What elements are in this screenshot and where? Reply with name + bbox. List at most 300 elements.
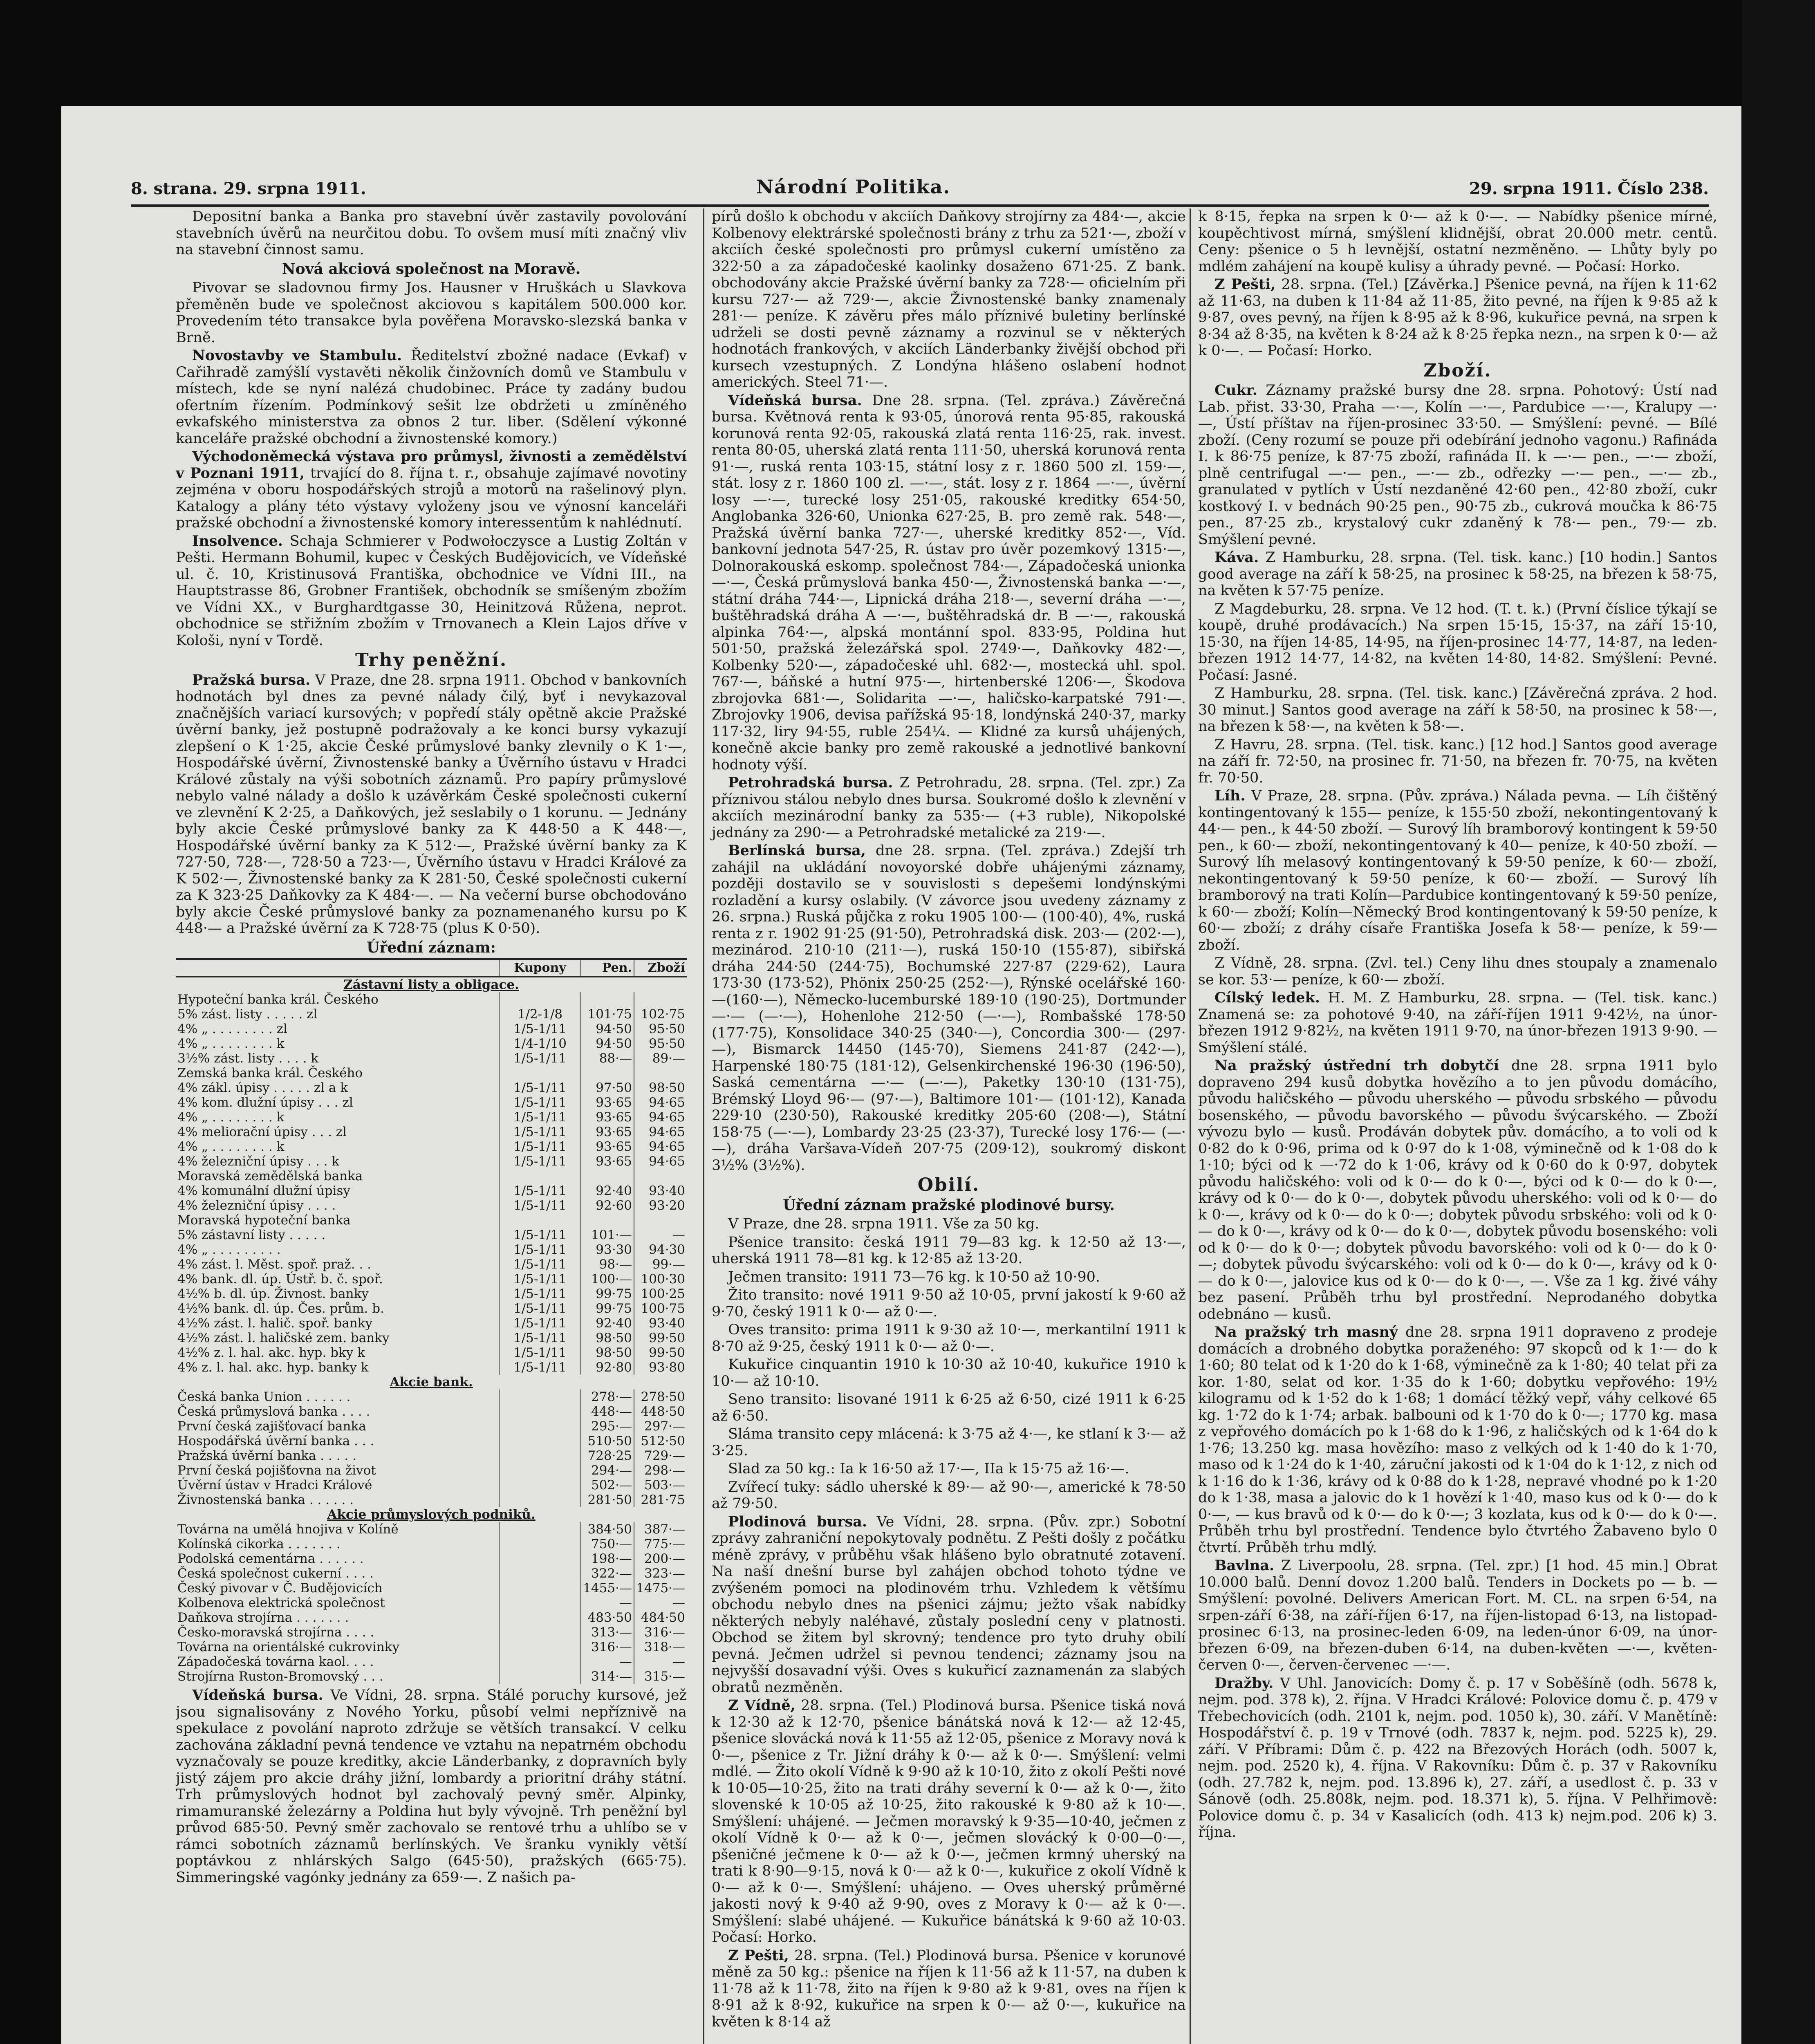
ask-cell: 318·—: [634, 1640, 687, 1654]
article-lead: Cukr.: [1214, 382, 1257, 399]
coupon-cell: [499, 1625, 581, 1640]
security-name: 4½% zást. l. halič. spoř. banky: [177, 1316, 373, 1331]
bid-cell: 99·75: [581, 1286, 634, 1301]
security-name: 4% meliorační úpisy . . . zl: [177, 1125, 347, 1139]
coupon-cell: [499, 1448, 581, 1463]
coupon-cell: [499, 1213, 581, 1228]
table-row: [176, 992, 687, 1007]
article-lead: Novostavby ve Stambulu.: [192, 347, 402, 364]
coupon-cell: [499, 1434, 581, 1448]
ask-cell: 316·—: [634, 1625, 687, 1640]
article-text: Z Liverpoolu, 28. srpna. (Tel. zpr.) [1 hod. 45 min.] Obrat 10.000 balů. Denní dovoz 1.200 balů. Tenders in Dockets po — b. — Smýšlení: povolné. Delivers American Fort. M. CL. na srpen 6·54, na srpen-září 6·38, na září-říjen 6·17, na říjen-listopad 6·13, na listopad-prosinec 6·13, na prosinec-leden 6·09, na leden-únor 6·09, na únor-březen 6·09, na březen-duben 6·14, na duben-květen —·—, květen-červen 0·—, červen-červenec —·—.: [1198, 1558, 1717, 1673]
coupon-cell: [499, 1640, 581, 1654]
security-name: Daňkova strojírna . . . . . . .: [177, 1610, 349, 1625]
security-name: 5% zást. listy . . . . . zl: [177, 1007, 318, 1022]
ask-cell: 100·25: [634, 1286, 687, 1301]
bid-cell: 93·65: [581, 1110, 634, 1125]
security-name: Hospodářská úvěrní banka . . .: [177, 1434, 374, 1448]
ask-cell: 95·50: [634, 1036, 687, 1051]
article-paragraph: [712, 1697, 1186, 1946]
ask-cell: 278·50: [634, 1390, 687, 1404]
bid-cell: 316·—: [581, 1640, 634, 1654]
col-header-ask: Zboží: [634, 959, 687, 977]
table-row: [176, 1169, 687, 1183]
bid-cell: 98·50: [581, 1345, 634, 1360]
table-section-title: Zástavní listy a obligace.: [343, 977, 519, 992]
table-row: [176, 1051, 687, 1066]
article-paragraph: [176, 347, 687, 447]
bid-cell: 94·50: [581, 1022, 634, 1036]
bid-cell: 502·—: [581, 1478, 634, 1493]
ask-cell: 387·—: [634, 1522, 687, 1537]
bid-cell: 314·—: [581, 1669, 634, 1684]
article-text: Ředitelství zbožné nadace (Evkaf) v Cařihradě zamýšlí vystavěti několik činžovních domů ve Stambulu v místech, kde se nyní nalézá chudobinec. Práce ty zadány budou ofertním řízením. Podmínkový sešit lze obdržeti u zmíněného evkafského ministerstva za obnos 2 tur. liber. (Sdělení výkonné kanceláře pražské obchodní a živnostenské komory.): [176, 347, 687, 447]
article-text: Ve Vídni, 28. srpna. Stálé poruchy kursové, jež jsou signalisovány z Nového Yorku, působí velmi nepříznivě na spekulace z povolání naproto zdržuje se větších transakcí. V celku zachována základní pevná tendence ve vztahu na nepatrném obchodu vyznačovaly se pouze kreditky, akcie Länderbanky, z dopravních byly jistý zájem pro akcie dráhy jižní, lombardy a prioritní dráhy státní. Trh průmyslových hodnot byl zachovalý pevný směr. Alpinky, rimamuranské železárny a Poldina hut byly vývojně. Trh peněžní byl průvod 685·50. Pevný směr zachovalo se rentové trhu a uhlíbo se v rámci sobotních záznamů berlínských. Ve šranku vynikly větší poptávkou z nhlárských Salgo (645·50), pražských (665·75). Simmeringské vagónky jednány za 659·—. Z našich pa-: [176, 1687, 687, 1886]
bid-cell: 93·65: [581, 1125, 634, 1139]
article-lead: Na pražský ústřední trh dobytčí: [1214, 1057, 1499, 1074]
security-name: 4½% bank. dl. úp. Čes. prům. b.: [177, 1301, 384, 1316]
security-name: 4% „ . . . . . . . . zl: [177, 1022, 287, 1036]
article-paragraph: Z Vídně, 28. srpna. (Zvl. tel.) Ceny lihu dnes stoupaly a znamenalo se kor. 53·— peníze, k 60·— zboží.: [1198, 955, 1717, 988]
ask-cell: 95·50: [634, 1022, 687, 1036]
article-paragraph: Oves transito: prima 1911 k 9·30 až 10·—, merkantilní 1911 k 8·70 až 9·25, český 1911 k 0·— až 0·—.: [712, 1322, 1186, 1355]
ask-cell: 98·50: [634, 1080, 687, 1095]
coupon-cell: 1/5-1/11: [499, 1242, 581, 1257]
coupon-cell: 1/2-1/8: [499, 1007, 581, 1022]
ask-cell: 93·40: [634, 1183, 687, 1198]
ask-cell: —: [634, 1596, 687, 1610]
security-name: 4% „ . . . . . . . . k: [177, 1036, 285, 1051]
security-name: Pražská úvěrní banka . . . . .: [177, 1448, 356, 1463]
bid-cell: 92·40: [581, 1183, 634, 1198]
table-row: [176, 1154, 687, 1169]
exchange-table: [176, 958, 687, 1684]
table-row: [176, 1080, 687, 1095]
bid-cell: 510·50: [581, 1434, 634, 1448]
ask-cell: 99·50: [634, 1331, 687, 1345]
bid-cell: 278·—: [581, 1390, 634, 1404]
table-section-row: [176, 1375, 687, 1390]
coupon-cell: 1/5-1/11: [499, 1360, 581, 1375]
article-paragraph: Pšenice transito: česká 1911 79—83 kg. k 12·50 až 13·—, uherská 1911 78—81 kg. k 12·85 až 13·20.: [712, 1234, 1186, 1267]
coupon-cell: [499, 1537, 581, 1551]
security-name: 4% kom. dlužní úpisy . . . zl: [177, 1095, 353, 1110]
article-paragraph: [176, 533, 687, 649]
security-name: 4% komunální dlužní úpisy: [177, 1183, 350, 1198]
security-name: Česká banka Union . . . . . .: [177, 1390, 351, 1404]
coupon-cell: [499, 1581, 581, 1596]
bid-cell: 448·—: [581, 1404, 634, 1419]
column-3: [1190, 208, 1717, 2044]
coupon-cell: 1/5-1/11: [499, 1139, 581, 1154]
col-header-name: [176, 959, 499, 977]
table-body: [176, 977, 687, 1684]
bid-cell: 281·50: [581, 1493, 634, 1507]
coupon-cell: 1/5-1/11: [499, 1022, 581, 1036]
article-lead: Plodinová bursa.: [728, 1513, 867, 1530]
coupon-cell: 1/5-1/11: [499, 1183, 581, 1198]
coupon-cell: 1/5-1/11: [499, 1110, 581, 1125]
coupon-cell: 1/4-1/10: [499, 1036, 581, 1051]
security-name: Podolská cementárna . . . . . .: [177, 1551, 364, 1566]
coupon-cell: [499, 1404, 581, 1419]
bid-cell: 198·—: [581, 1551, 634, 1566]
bid-cell: 93·65: [581, 1154, 634, 1169]
table-row: [176, 1625, 687, 1640]
coupon-cell: [499, 1522, 581, 1537]
article-paragraph: Z Hamburku, 28. srpna. (Tel. tisk. kanc.) [Závěrečná zpráva. 2 hod. 30 minut.] Santos good average na září k 58·50, na prosinec k 58·—, na březen k 58·—, na květen k 58·—.: [1198, 685, 1717, 735]
ask-cell: 323·—: [634, 1566, 687, 1581]
article-text: 28. srpna. (Tel.) [Závěrka.] Pšenice pevná, na říjen k 11·62 až 11·63, na duben k 11·84 až 11·85, žito pevné, na říjen k 9·85 až k 9·87, oves pevný, na říjen k 8·95 až k 8·96, kukuřice pevná, na srpen k 8·34 až 8·35, na květen k 8·24 až k 8·25 řepka nezn., na srpen k 0·— až k 0·—. — Počasí: Horko.: [1198, 276, 1717, 359]
table-section-title: Akcie průmyslových podniků.: [327, 1507, 536, 1522]
bid-cell: 100·—: [581, 1272, 634, 1286]
table-row: [176, 1581, 687, 1596]
table-section-row: [176, 1507, 687, 1522]
security-name: Hypoteční banka král. Českého: [177, 992, 379, 1007]
table-row: [176, 1360, 687, 1375]
article-lead: Insolvence.: [192, 532, 283, 549]
section-heading-goods: Zboží.: [1423, 360, 1492, 381]
coupon-cell: [499, 1610, 581, 1625]
article-paragraph: Seno transito: lisované 1911 k 6·25 až 6·50, cizé 1911 k 6·25 až 6·50.: [712, 1391, 1186, 1424]
coupon-cell: [499, 1169, 581, 1183]
security-name: Zemská banka král. Českého: [177, 1066, 363, 1080]
col-header-bid: Pen.: [581, 959, 634, 977]
bid-cell: —: [581, 1596, 634, 1610]
col-header-coupons: Kupony: [499, 959, 581, 977]
scan-edge: [1741, 0, 1815, 2044]
coupon-cell: 1/5-1/11: [499, 1051, 581, 1066]
bid-cell: 98·—: [581, 1257, 634, 1272]
security-name: První česká pojišťovna na život: [177, 1463, 376, 1478]
table-row: [176, 1007, 687, 1022]
security-name: Česká průmyslová banka . . . .: [177, 1404, 370, 1419]
bid-cell: 92·40: [581, 1316, 634, 1331]
ask-cell: 94·30: [634, 1242, 687, 1257]
table-row: [176, 1390, 687, 1404]
article-paragraph: [176, 1687, 687, 1886]
table-row: [176, 1434, 687, 1448]
article-text: Dne 28. srpna. (Tel. zpráva.) Závěrečná bursa. Květnová renta k 93·05, únorová renta 95·85, rakouská korunová renta 92·05, rakouská zlatá renta 116·25, rak. invest. renta 80·05, uherská zlatá renta 111·50, uherská korunová renta 91·—, ruská renta 103·15, státní losy z r. 1860 500 zl. 159·—, stát. losy z r. 1860 100 zl. —·—, stát. losy z r. 1864 —·—, úvěrní losy —·—, turecké losy 251·05, rakouské kreditky 654·50, Anglobanka 326·60, Unionka 627·25, B. pro země rak. 548·—, Pražská úvěrní banka 727·—, uherské kreditky 852·—, Víd. bankovní jednota 547·25, R. ústav pro úvěr pozemkový 1315·—, Dolnorakouská eskomp. společnost 784·—, Západočeská unionka —·—, Česká průmyslová banka 450·—, Živnostenská banka —·—, státní dráha 744·—, Lipnická dráha 218·—, severní dráha —·—, buštěhradská dráha A —·—, buštěhradská dr. B —·—, rakouská alpinka 764·—, alpská montánní spol. 833·95, Poldina hut 501·50, pražská železářská spol. 2749·—, Daňkovky 482·—, Kolbenky 520·—, západočeské uhl. 682·—, mostecká uhl. spol. 767·—, báňské a hutní 975·—, hirtenberské 1206·—, Škodova zbrojovka 681·—, Solidarita —·—, haličsko-karpatské 791·—. Zbrojovky 1906, devisa pařížská 95·18, londýnská 240·37, marky 117·32, liry 94·55, ruble 254¼. — Klidné za kursů uhájených, konečně akcie banky pro země rakouské a jednotlivé bankovní hodnoty výší.: [712, 392, 1186, 773]
bid-cell: 92·60: [581, 1198, 634, 1213]
article-text: V Praze, dne 28. srpna 1911. Obchod v bankovních hodnotách byl dnes za pevné nálady čilý, byť i nevykazoval značnějších variací kursových; v popředí stály opětně akcie Pražské úvěrní banky, jež postupně podražovaly a ke konci bursy vykazují zlepšení o K 1·25, akcie České průmyslové banky zlevnily o K 1·—, Hospodářské úvěrní, Živnostenské banky a Úvěrního ústavu v Hradci Králové zůstaly na výši sobotních záznamů. Pro papíry průmyslové nebylo valné nálady a došlo k uzávěrkám České společnosti cukerní ve zlevnění K 2·25, a Daňkových, jež seslabily o 1 korunu. — Jednány byly akcie České průmyslové banky za K 448·50 a K 448·—, Hospodářské úvěrní banky za K 512·—, Pražské úvěrní banky za K 727·50, 728·—, 728·50 a 723·—, Úvěrního ústavu v Hradci Králové za K 502·—, Živnostenské banky za K 281·50, České společnosti cukerní za K 323·25 Daňkovky za K 484·—. — Na večerní burse obchodováno byly akcie České průmyslové banky za poznamenaného kursu po K 448·— a Pražské úvěrní za K 728·75 (plus K 0·50).: [176, 672, 687, 937]
table-header-row: [176, 959, 687, 977]
table-row: [176, 1139, 687, 1154]
coupon-cell: [499, 1596, 581, 1610]
table-row: [176, 1551, 687, 1566]
bid-cell: 88·—: [581, 1051, 634, 1066]
table-row: [176, 1463, 687, 1478]
ask-cell: 102·75: [634, 1007, 687, 1022]
table-row: [176, 1316, 687, 1331]
ask-cell: 315·—: [634, 1669, 687, 1684]
ask-cell: 298·—: [634, 1463, 687, 1478]
security-name: 4% zást. l. Měst. spoř. praž. . .: [177, 1257, 371, 1272]
article-text: dne 28. srpna 1911 dopraveno z prodeje domácích a drobného dobytka poraženého: 97 skopců od k 1·— do k 1·60; 80 telat od k 1·20 do k 1·68, výminečně za k 1·80; 40 telat při za kor. 1·80, selat od kor. 1·35 do k 1·60; dobytku vepřového: 19½ kilogramu od k 1·52 do k 1·68; 1 domácí těžký vepř, váhy celkové 65 kg. 1·72 do k 1·74; arbak. balbouni od k 1·70 do k 0·—; 1770 kg. masa z vepřového domácích po k 1·68 do k 1·96, z haličských od k 1·64 do k 1·76; 13.250 kg. masa hovězího: maso z velkých od k 1·40 do k 1·70, maso od k 1·24 do k 1·40, záruční jakosti od k 1·04 do k 1·12, z nich od k 1·16 do k 1·36, krávy od k 0·88 do k 1·28, nepravé vhodné po k 1·20 do k 1·38, masa a jalovic do k 1 hovězí k 1·40, maso kus od k 0·— do k 0·—, — kus bravů od k 0·— do k 0·—; 3 kozlata, kus od k 0·— do k 0·—. Průběh trhu byl prostřední. Tendence bylo čtvrtého Žabaveno bylo 0 čtvrtí. Průběh trhu mdlý.: [1198, 1324, 1717, 1556]
article-paragraph: [712, 1948, 1186, 2031]
bid-cell: —: [581, 1654, 634, 1669]
security-name: 5% zástavní listy . . . . .: [177, 1228, 326, 1242]
table-row: [176, 1522, 687, 1537]
ask-cell: [634, 992, 687, 1007]
table-row: [176, 1095, 687, 1110]
coupon-cell: 1/5-1/11: [499, 1125, 581, 1139]
article-paragraph: [712, 1514, 1186, 1696]
bid-cell: 1455·—: [581, 1581, 634, 1596]
coupon-cell: [499, 1654, 581, 1669]
table-row: [176, 1345, 687, 1360]
article-paragraph: Z Havru, 28. srpna. (Tel. tisk. kanc.) [12 hod.] Santos good average na září fr. 72·50, na prosinec fr. 71·50, na březen fr. 70·75, na květen fr. 70·50.: [1198, 736, 1717, 786]
coupon-cell: 1/5-1/11: [499, 1286, 581, 1301]
article-lead: Vídeňská bursa.: [192, 1687, 323, 1703]
article-text: trvající do 8. října t. r., obsahuje zajímavé novotiny zejména v oboru hospodářských strojů a motorů na rašelinový plyn. Katalogy a plány této výstavy vyloženy jsou ve výnosní kanceláři pražské obchodní a živnostenské komory interessentům k nahlédnutí.: [176, 465, 687, 531]
table-row: [176, 1493, 687, 1507]
security-name: 3½% zást. listy . . . . k: [177, 1051, 319, 1066]
ask-cell: 94·65: [634, 1110, 687, 1125]
coupon-cell: 1/5-1/11: [499, 1257, 581, 1272]
bid-cell: 295·—: [581, 1419, 634, 1434]
article-text: V Uhl. Janovicích: Domy č. p. 17 v Soběšíně (odh. 5678 k, nejm. pod. 378 k), 2. října. V Hradci Králové: Polovice domu č. p. 479 v Třebechovicích (odh. 2101 k, nejm. pod. 1050 k), 30. září. V Manětíně: Hospodářství č. p. 19 v Trnové (odh. 7837 k, nejm. pod. 5225 k), 29. září. V Příbrami: Dům č. p. 422 na Březových Horách (odh. 5007 k, nejm. pod. 2520 k), 4. října. V Rakovníku: Dům č. p. 37 v Rakovníku (odh. 27.782 k, nejm. pod. 13.896 k), 27. září, a usedlost č. p. 33 v Sánově (odh. 25.808k, nejm. pod. 18.371 k), 5. října. V Pelhřimově: Polovice domu č. p. 34 v Kasalicích (odh. 413 k) nejm.pod. 206 k) 3. října.: [1198, 1675, 1717, 1840]
bid-cell: 294·—: [581, 1463, 634, 1478]
ask-cell: 93·40: [634, 1316, 687, 1331]
ask-cell: 512·50: [634, 1434, 687, 1448]
column-1: [176, 208, 687, 2044]
bid-cell: 93·65: [581, 1095, 634, 1110]
issue-number: 29. srpna 1911. Číslo 238.: [1469, 179, 1709, 198]
article-text: Záznamy pražské bursy dne 28. srpna. Pohotový: Ústí nad Lab. přist. 33·30, Praha —·—, Kolín —·—, Pardubice —·—, Kralupy —·—, Ústí příštav na říjen-prosinec 33·50. — Smýšlení: pevné. — Bílé zboží. (Ceny rozumí se pouze při odebírání jednoho vagonu.) Rafináda I. k 86·75 peníze, k 87·75 zboží, rafináda II. k —·— pen., —·— zboží, plně centrifugal —·— pen., —·— zb., odřezky —·— pen., —·— zb., granulated v pytlích v Ústí nezdaněné 42·60 pen., 42·80 zboží, cukr kostkový I. v bednách 90·25 pen., 90·75 zb., cukrová moučka k 86·75 pen., 87·25 zb., krystalový cukr zdaněný k 78·— pen., 79·— zb. Smýšlení pevné.: [1198, 382, 1717, 548]
table-row: [176, 1419, 687, 1434]
article-text: H. M. Z Hamburku, 28. srpna. — (Tel. tisk. kanc.) Znamená se: za pohotové 9·40, na září-říjen 1911 9·42½, na únor-březen 1912 9·82½, na květen 1911 9·70, na únor-březen 1913 9·90. — Smýšlení stálé.: [1198, 990, 1717, 1056]
article-lead: Cílský ledek.: [1214, 989, 1320, 1006]
ask-cell: 99·—: [634, 1257, 687, 1272]
article-paragraph: pírů došlo k obchodu v akciích Daňkovy strojírny za 484·—, akcie Kolbenovy elektrárské společnosti brány z trhu za 521·—, zboží v akciích české společnosti pro průmysl cukerní umístěno za 322·50 a za západočeské kaolinky dosaženo 671·25. Z bank. obchodovány akcie Pražské úvěrní banky za 728·— oficielním při kursu 727·— až 729·—, akcie Živnostenské banky znamenaly 281·— peníze. K závěru přes málo příznivé buletiny berlínské udrželi se dosti pevně záznamy a rozvinul se v některých hodnotách frankových, v akciích Länderbanky živější obchod při kursech vzestupných. Z Londýna hlášeno oslabení hodnot amerických. Steel 71·—.: [712, 208, 1186, 390]
article-text: dne 28. srpna. (Tel. zpráva.) Zdejší trh zahájil na ukládání novoyorské dobře uhájenými záznamy, později dostavilo se v souvislosti s depešemi londýnskými rozladění a kursy oslabily. (V závorce jsou uvedeny záznamy z 26. srpna.) Ruská půjčka z roku 1905 100·— (100·40), 4%, ruská renta z r. 1902 91·25 (91·50), Petrohradská disk. 203·— (202·—), mezinárod. 210·10 (211·—), ruská 150·10 (155·87), sibiřská dráha 244·50 (244·75), Bochumské 227·87 (229·62), Laura 173·30 (173·52), Phönix 250·25 (252·—), Rýnské ocelářské 160·—(160·—), Německo-lucemburské 189·10 (190·25), Dortmunder —·— (—·—), Hohenlohe 212·50 (—·—), Rombašské 178·50 (177·75), Konsolidace 340·25 (340·—), Concordia 300·— (297·—), Bismarck 14450 (145·70), Siemens 241·87 (242·—), Harpenské 180·75 (181·12), Gelsenkirchenské 196·30 (196·50), Saská cementárna —·— (—·—), Paketky 130·10 (131·75), Brémský Lloyd 96·— (97·—), Baltimore 101·— (101·12), Kanada 229·10 (230·50), Rakouské kreditky 205·60 (208·—), Státní 158·75 (—·—), Lombardy 23·25 (23·37), Turecké losy 176·— (—·—), dráha Varšava-Vídeň 207·75 (209·12), soukromý diskont 3½% (3½%).: [712, 843, 1186, 1174]
article-paragraph: [1198, 276, 1717, 359]
table-row: [176, 1596, 687, 1610]
bid-cell: [581, 1213, 634, 1228]
bid-cell: [581, 992, 634, 1007]
ask-cell: —: [634, 1228, 687, 1242]
article-paragraph: [176, 448, 687, 531]
security-name: Živnostenská banka . . . . . .: [177, 1493, 354, 1507]
article-lead: Petrohradská bursa.: [728, 774, 893, 791]
article-paragraph: [712, 775, 1186, 841]
ask-cell: [634, 1169, 687, 1183]
coupon-cell: [499, 1566, 581, 1581]
ask-cell: 93·20: [634, 1198, 687, 1213]
bid-cell: 384·50: [581, 1522, 634, 1537]
security-name: Česko-moravská strojírna . . . .: [177, 1625, 374, 1640]
security-name: Továrna na umělá hnojiva v Kolíně: [177, 1522, 399, 1537]
table-section-row: [176, 977, 687, 993]
column-2: [703, 208, 1186, 2044]
security-name: Česká společnost cukerní . . . .: [177, 1566, 374, 1581]
coupon-cell: 1/5-1/11: [499, 1228, 581, 1242]
article-lead: Vídeňská bursa.: [728, 392, 862, 409]
ask-cell: [634, 1066, 687, 1080]
security-name: 4½% zást. l. haličské zem. banky: [177, 1331, 390, 1345]
security-name: 4% bank. dl. úp. Ústř. b. č. spoř.: [177, 1272, 383, 1286]
article-paragraph: Depositní banka a Banka pro stavební úvěr zastavily povolování stavebních úvěrů na neurčitou dobu. To ovšem musí míti značný vliv na stavební činnost samu.: [176, 208, 687, 258]
coupon-cell: 1/5-1/11: [499, 1301, 581, 1316]
table-heading: Úřední záznam:: [367, 939, 496, 956]
section-heading: Nová akciová společnost na Moravě.: [282, 260, 581, 278]
article-paragraph: [712, 843, 1186, 1174]
table-row: [176, 1257, 687, 1272]
section-heading-grain: Obilí.: [917, 1174, 980, 1195]
article-lead: Z Pešti,: [728, 1947, 789, 1964]
table-row: [176, 1272, 687, 1286]
table-row: [176, 1242, 687, 1257]
article-paragraph: Z Magdeburku, 28. srpna. Ve 12 hod. (T. t. k.) (První číslice týkají se koupě, druhé prodávacích.) Na srpen 15·15, 15·37, na září 15·10, 15·30, na říjen 14·85, 14·95, na říjen-prosinec 14·77, 14·87, na leden-březen 1912 14·77, 14·82, na květen 14·80, 14·82. Smýšlení: Pevné. Počasí: Jasné.: [1198, 601, 1717, 684]
ask-cell: 94·65: [634, 1154, 687, 1169]
ask-cell: 100·75: [634, 1301, 687, 1316]
table-row: [176, 1183, 687, 1198]
security-name: Český pivovar v Č. Budějovicích: [177, 1581, 383, 1596]
ask-cell: [634, 1213, 687, 1228]
security-name: Úvěrní ústav v Hradci Králové: [177, 1478, 372, 1493]
article-paragraph: k 8·15, řepka na srpen k 0·— až k 0·—. — Nabídky pšenice mírné, koupěchtivost mírná, smýšlení klidnější, obrat 20.000 metr. centů. Ceny: pšenice o 5 h levnější, ostatní nezměněno. — Lhůty byly po mdlém zahájení na koupě kulisy a úhrady pevné. — Počasí: Horko.: [1198, 208, 1717, 275]
article-lead: Berlínská bursa,: [728, 842, 866, 859]
article-lead: Z Pešti,: [1214, 276, 1276, 293]
coupon-cell: [499, 1419, 581, 1434]
article-paragraph: [1198, 382, 1717, 548]
table-row: [176, 1654, 687, 1669]
coupon-cell: 1/5-1/11: [499, 1331, 581, 1345]
security-name: Kolínská cikorka . . . . . . .: [177, 1537, 341, 1551]
bid-cell: 322·—: [581, 1566, 634, 1581]
table-row: [176, 1125, 687, 1139]
article-lead: Káva.: [1214, 549, 1259, 566]
table-row: [176, 1669, 687, 1684]
table-row: [176, 1404, 687, 1419]
ask-cell: 484·50: [634, 1610, 687, 1625]
bid-cell: [581, 1169, 634, 1183]
article-paragraph: Pivovar se sladovnou firmy Jos. Hausner v Hruškách u Slavkova přeměněn bude ve společnost akciovou s kapitálem 500.000 kor. Provedením této transakce byla pověřena Moravsko-slezská banka v Brně.: [176, 280, 687, 346]
ask-cell: 99·50: [634, 1345, 687, 1360]
coupon-cell: 1/5-1/11: [499, 1080, 581, 1095]
article-paragraph: [1198, 1675, 1717, 1841]
table-row: [176, 1566, 687, 1581]
article-paragraph: Slad za 50 kg.: Ia k 16·50 až 17·—, IIa k 15·75 až 16·—.: [728, 1461, 1129, 1477]
coupon-cell: 1/5-1/11: [499, 1316, 581, 1331]
coupon-cell: [499, 1551, 581, 1566]
table-row: [176, 1228, 687, 1242]
coupon-cell: [499, 1463, 581, 1478]
ask-cell: 100·30: [634, 1272, 687, 1286]
security-name: 4½% b. dl. úp. Živnost. banky: [177, 1286, 369, 1301]
ask-cell: 93·80: [634, 1360, 687, 1375]
security-name: 4% z. l. hal. akc. hyp. banky k: [177, 1360, 369, 1375]
article-paragraph: Kukuřice cinquantin 1910 k 10·30 až 10·40, kukuřice 1910 k 10·— až 10·10.: [712, 1356, 1186, 1390]
bid-cell: [581, 1066, 634, 1080]
table-row: [176, 1640, 687, 1654]
table-row: [176, 1198, 687, 1213]
security-name: 4% železniční úpisy . . . k: [177, 1154, 340, 1169]
table-row: [176, 1213, 687, 1228]
bid-cell: 99·75: [581, 1301, 634, 1316]
article-text: 28. srpna. (Tel.) Plodinová bursa. Pšenice v korunové měně za 50 kg.: pšenice na říjen k 11·56 až k 11·57, na duben k 11·78 až k 11·78, žito na říjen k 9·80 až k 9·81, oves na říjen k 8·91 až k 8·92, kukuřice na srpen k 0·— až 0·—, kukuřice na květen k 8·14 až: [712, 1947, 1186, 2030]
ask-cell: —: [634, 1654, 687, 1669]
article-text: 28. srpna. (Tel.) Plodinová bursa. Pšenice tiská nová k 12·30 až k 12·70, pšenice bánátská nová k 12·— až 12·45, pšenice slovácká nová k 11·55 až 12·05, pšenice z Moravy nová k 0·—, pšenice z Tr. Jižní dráhy k 0·— až k 0·—. Smýšlení: velmi mdlé. — Žito okolí Vídně k 9·90 až k 10·10, žito z okolí Pešti nové k 10·05—10·25, žito na trati dráhy severní k 0·— až k 0·—, žito slovenské k 10·05 až 10·25, žito rakouské k 9·80 až k 10·—. Smýšlení: uhájené. — Ječmen moravský k 9·35—10·40, ječmen z okolí Vídně k 0·— až k 0·—, ječmen slovácký k 0·00—0·—, pšeničné ječmene k 0·— až k 0·—, ječmen krmný uherský na trati k 8·90—9·15, nová k 0·— až k 0·—, kukuřice z okolí Vídně k 0·— až k 0·—. Smýšlení: uhájeno. — Oves uherský průměrné jakosti nový k 9·40 až 9·90, oves z Moravy k 0·— až k 0·—. Smýšlení: slabé uhájené. — Kukuřice bánátská k 9·60 až 10·03. Počasí: Horko.: [712, 1697, 1186, 1945]
security-name: Strojírna Ruston-Bromovský . . .: [177, 1669, 383, 1684]
article-paragraph: Žito transito: nové 1911 9·50 až 10·05, první jakostí k 9·60 až 9·70, český 1911 k 0·— až 0·—.: [712, 1287, 1186, 1320]
security-name: 4% „ . . . . . . . . .: [177, 1242, 281, 1257]
article-text: Schaja Schmierer v Podwołoczysce a Lustig Zoltán v Pešti. Hermann Bohumil, kupec v Českých Budějovicích, ve Vídeňské ul. č. 10, Kristinusová Františka, obchodnice ve Vídni III., na Hauptstrasse 86, Grobner František, obchodník se smíšeným zbožím ve Vídni XX., v Burghardtgasse 30, Heinitzová Růžena, neprot. obchodnice se střižním zbožím v Trnovanech a Klein Lajos dříve v Kološi, nyní v Tordě.: [176, 533, 687, 649]
ask-cell: 94·65: [634, 1125, 687, 1139]
ask-cell: 94·65: [634, 1139, 687, 1154]
article-paragraph: Ječmen transito: 1911 73—76 kg. k 10·50 až 10·90.: [728, 1269, 1100, 1285]
coupon-cell: 1/5-1/11: [499, 1272, 581, 1286]
article-text: Z Petrohradu, 28. srpna. (Tel. zpr.) Za příznivou stálou nebylo dnes bursa. Soukromé došlo k zlevnění v akciích mezinárodní banky za 535·— (+3 ruble), Nikopolské jednány za 290·— a Petrohradské metalické za 219·—.: [712, 775, 1186, 841]
ask-cell: 729·—: [634, 1448, 687, 1463]
article-lead: Dražby.: [1214, 1674, 1274, 1692]
coupon-cell: [499, 1390, 581, 1404]
table-row: [176, 1331, 687, 1345]
table-row: [176, 1022, 687, 1036]
security-name: Moravská zemědělská banka: [177, 1169, 363, 1183]
table-row: [176, 1301, 687, 1316]
table-row: [176, 1110, 687, 1125]
bid-cell: 101·75: [581, 1007, 634, 1022]
article-paragraph: Zvířecí tuky: sádlo uherské k 89·— až 90·—, americké k 78·50 až 79·50.: [712, 1479, 1186, 1512]
ask-cell: 448·50: [634, 1404, 687, 1419]
security-name: 4% zákl. úpisy . . . . . zl a k: [177, 1080, 348, 1095]
security-name: Kolbenova elektrická společnost: [177, 1596, 385, 1610]
coupon-cell: 1/5-1/11: [499, 1345, 581, 1360]
bid-cell: 98·50: [581, 1331, 634, 1345]
ask-cell: 89·—: [634, 1051, 687, 1066]
article-paragraph: [1198, 788, 1717, 953]
table-section-title: Akcie bank.: [390, 1375, 473, 1390]
ask-cell: 775·—: [634, 1537, 687, 1551]
article-paragraph: Sláma transito cepy mlácená: k 3·75 až 4·—, ke stlaní k 3·— až 3·25.: [712, 1426, 1186, 1459]
article-lead: Na pražský trh masný: [1214, 1324, 1398, 1340]
ask-cell: 297·—: [634, 1419, 687, 1434]
bid-cell: 728·25: [581, 1448, 634, 1463]
security-name: 4% železniční úpisy . . . .: [177, 1198, 336, 1213]
security-name: Moravská hypoteční banka: [177, 1213, 351, 1228]
bid-cell: 483·50: [581, 1610, 634, 1625]
table-row: [176, 1610, 687, 1625]
bid-cell: 313·—: [581, 1625, 634, 1640]
article-paragraph: [1198, 549, 1717, 599]
coupon-cell: [499, 1066, 581, 1080]
subheading: Úřední záznam pražské plodinové bursy.: [783, 1196, 1115, 1214]
security-name: Továrna na orientálské cukrovinky: [177, 1640, 400, 1654]
article-lead: Bavlna.: [1214, 1557, 1275, 1574]
article-paragraph: [712, 392, 1186, 773]
security-name: 4% „ . . . . . . . . k: [177, 1139, 285, 1154]
article-lead: Pražská bursa.: [192, 671, 311, 688]
bid-cell: 101·—: [581, 1228, 634, 1242]
article-text: V Praze, 28. srpna. (Pův. zpráva.) Nálada pevna. — Líh čištěný kontingentovaný k 155— peníze, k 155·50 zboží, nekontingentovaný k 44·— pen., k 44·50 zboží. — Surový líh bramborový kontingent k 59·50 pen., k 60·— zboží, nekontingentovaný k 40— peníze, k 40·50 zboží. — Surový líh melasový kontingentovaný k 59·50 peníze, k 60·— zboží, nekontingentovaný k 59·50 peníze, k 60·— zboží. — Surový líh bramborový na trati Kolín—Pardubice kontingentovaný k 59·50 peníze, k 60·— zboží; Kolín—Německý Brod kontingentovaný k 59·50 peníze, k 60·— zboží; z dráhy císaře Františka Josefa k 58·— peníze, k 59·— zboží.: [1198, 788, 1717, 953]
table-row: [176, 1036, 687, 1051]
bid-cell: 93·65: [581, 1139, 634, 1154]
coupon-cell: [499, 1493, 581, 1507]
ask-cell: 1475·—: [634, 1581, 687, 1596]
section-heading-money-markets: Trhy peněžní.: [355, 650, 508, 670]
page-number-date: 8. strana. 29. srpna 1911.: [131, 179, 366, 198]
coupon-cell: [499, 992, 581, 1007]
coupon-cell: 1/5-1/11: [499, 1095, 581, 1110]
article-paragraph: [1198, 990, 1717, 1056]
coupon-cell: 1/5-1/11: [499, 1198, 581, 1213]
page-header: [131, 176, 1709, 207]
article-lead: Z Vídně,: [728, 1697, 795, 1714]
article-paragraph: [1198, 1558, 1717, 1674]
table-row: [176, 1286, 687, 1301]
